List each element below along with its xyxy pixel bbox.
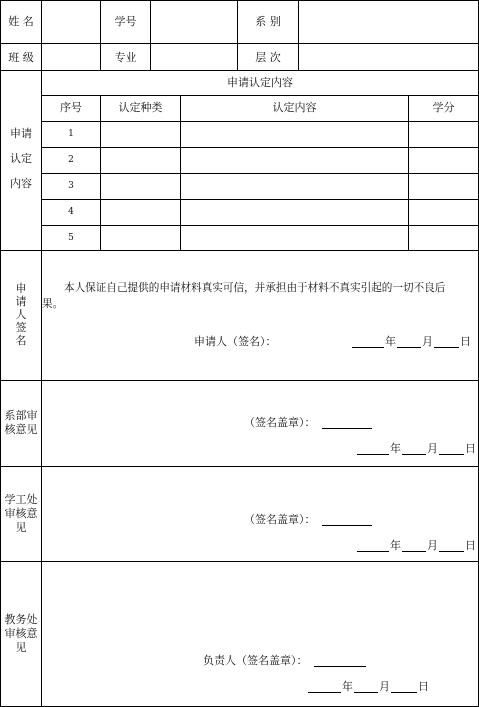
- type-cell[interactable]: [101, 122, 180, 147]
- responsible-person-seal-label: 负责人（签名盖章）：: [203, 654, 308, 667]
- month-line[interactable]: [354, 692, 378, 693]
- year-label: 年: [342, 680, 353, 693]
- level-value[interactable]: [299, 44, 478, 70]
- label-line: 审核意: [4, 507, 38, 520]
- label-line: 名: [15, 334, 27, 347]
- label-line: 核意见: [4, 423, 38, 436]
- content-cell[interactable]: [181, 174, 408, 199]
- student-affairs-seal-label: （签名盖章）：: [244, 513, 316, 526]
- month-line[interactable]: [397, 347, 421, 348]
- label-line: 签: [15, 321, 27, 334]
- table-row: [42, 200, 478, 225]
- class-label: 班 级: [8, 51, 34, 64]
- type-cell[interactable]: [101, 174, 180, 199]
- rule: [41, 95, 479, 96]
- row-index: 2: [68, 155, 74, 165]
- label-line: 系部审: [4, 409, 38, 422]
- content-cell[interactable]: [181, 148, 408, 173]
- month-line[interactable]: [402, 551, 426, 552]
- day-line[interactable]: [434, 347, 459, 348]
- applicant-signature-label: 申请人（签名）：: [194, 335, 277, 348]
- day-label: 日: [465, 442, 476, 455]
- table-row: [42, 174, 478, 199]
- type-cell[interactable]: [101, 200, 180, 225]
- type-cell[interactable]: [101, 226, 180, 250]
- rule: [0, 70, 479, 71]
- month-label: 月: [427, 442, 438, 455]
- responsible-person-seal-line[interactable]: [314, 666, 366, 667]
- day-label: 日: [465, 539, 476, 552]
- application-title: 申请认定内容: [227, 76, 293, 89]
- month-line[interactable]: [402, 454, 426, 455]
- student-affairs-review-label: [1, 494, 41, 533]
- type-cell[interactable]: [101, 148, 180, 173]
- content-cell[interactable]: [181, 226, 408, 250]
- year-label: 年: [390, 442, 401, 455]
- month-label: 月: [379, 680, 390, 693]
- year-label: 年: [390, 539, 401, 552]
- table-row: [42, 148, 478, 173]
- rule-left: [0, 0, 1, 707]
- row-index: 3: [68, 181, 74, 191]
- year-label: 年: [385, 335, 396, 348]
- day-line[interactable]: [391, 692, 417, 693]
- student-id-label: 学号: [114, 15, 137, 28]
- month-label: 月: [427, 539, 438, 552]
- class-value[interactable]: [42, 44, 100, 70]
- day-label: 日: [460, 335, 471, 348]
- label-line: 见: [15, 641, 27, 654]
- credits-cell[interactable]: [409, 174, 478, 199]
- row-index: 4: [68, 207, 74, 217]
- credits-cell[interactable]: [409, 122, 478, 147]
- signature-section-label: [1, 283, 41, 346]
- applicant-signature-field[interactable]: [280, 330, 340, 346]
- label-line: 申: [15, 282, 27, 295]
- rule: [0, 250, 479, 251]
- content-cell[interactable]: [181, 122, 408, 147]
- column-header-type: 认定种类: [118, 101, 163, 114]
- label-line: 见: [15, 521, 27, 534]
- label-line: 学工处: [4, 493, 38, 506]
- label-line: 教务处: [4, 613, 38, 626]
- name-label: 姓 名: [8, 15, 34, 28]
- column-header-credits: 学分: [432, 101, 455, 114]
- year-line[interactable]: [308, 692, 341, 693]
- column-header-index: 序号: [60, 101, 82, 114]
- academic-affairs-review-label: [1, 614, 41, 653]
- major-label: 专业: [114, 51, 137, 64]
- rule: [0, 561, 479, 562]
- label-line: 人: [15, 308, 27, 321]
- name-value[interactable]: [42, 1, 100, 43]
- year-line[interactable]: [357, 551, 389, 552]
- department-seal-label: （签名盖章）：: [244, 416, 316, 429]
- rule: [0, 466, 479, 467]
- table-row: [42, 122, 478, 147]
- label-line: 审核意: [4, 627, 38, 640]
- credits-cell[interactable]: [409, 226, 478, 250]
- day-line[interactable]: [439, 454, 464, 455]
- department-label: 系 别: [255, 15, 281, 28]
- application-section-label: [1, 128, 41, 189]
- declaration-line-1: 本人保证自己提供的申请材料真实可信，并承担由于材料不真实引起的一切不良后: [64, 282, 446, 294]
- row-index: 5: [68, 233, 74, 243]
- student-affairs-seal-line[interactable]: [322, 525, 372, 526]
- label-line: 申请: [10, 127, 32, 140]
- declaration-line-2: 果。: [42, 298, 64, 310]
- department-review-label: [1, 410, 41, 435]
- department-seal-line[interactable]: [322, 428, 372, 429]
- label-line: 请: [15, 295, 27, 308]
- year-line[interactable]: [352, 347, 384, 348]
- content-cell[interactable]: [181, 200, 408, 225]
- label-line: 认定: [10, 152, 32, 165]
- credits-cell[interactable]: [409, 148, 478, 173]
- row-index: 1: [68, 129, 74, 139]
- day-label: 日: [418, 680, 429, 693]
- label-line: 内容: [10, 177, 32, 190]
- column-header-content: 认定内容: [272, 101, 317, 114]
- level-label: 层 次: [255, 51, 281, 64]
- day-line[interactable]: [439, 551, 464, 552]
- table-row: [42, 226, 478, 250]
- month-label: 月: [422, 335, 433, 348]
- credits-cell[interactable]: [409, 200, 478, 225]
- rule: [0, 380, 479, 381]
- student-id-value[interactable]: [151, 1, 237, 43]
- major-value[interactable]: [151, 44, 237, 70]
- year-line[interactable]: [357, 454, 389, 455]
- department-value[interactable]: [299, 1, 478, 43]
